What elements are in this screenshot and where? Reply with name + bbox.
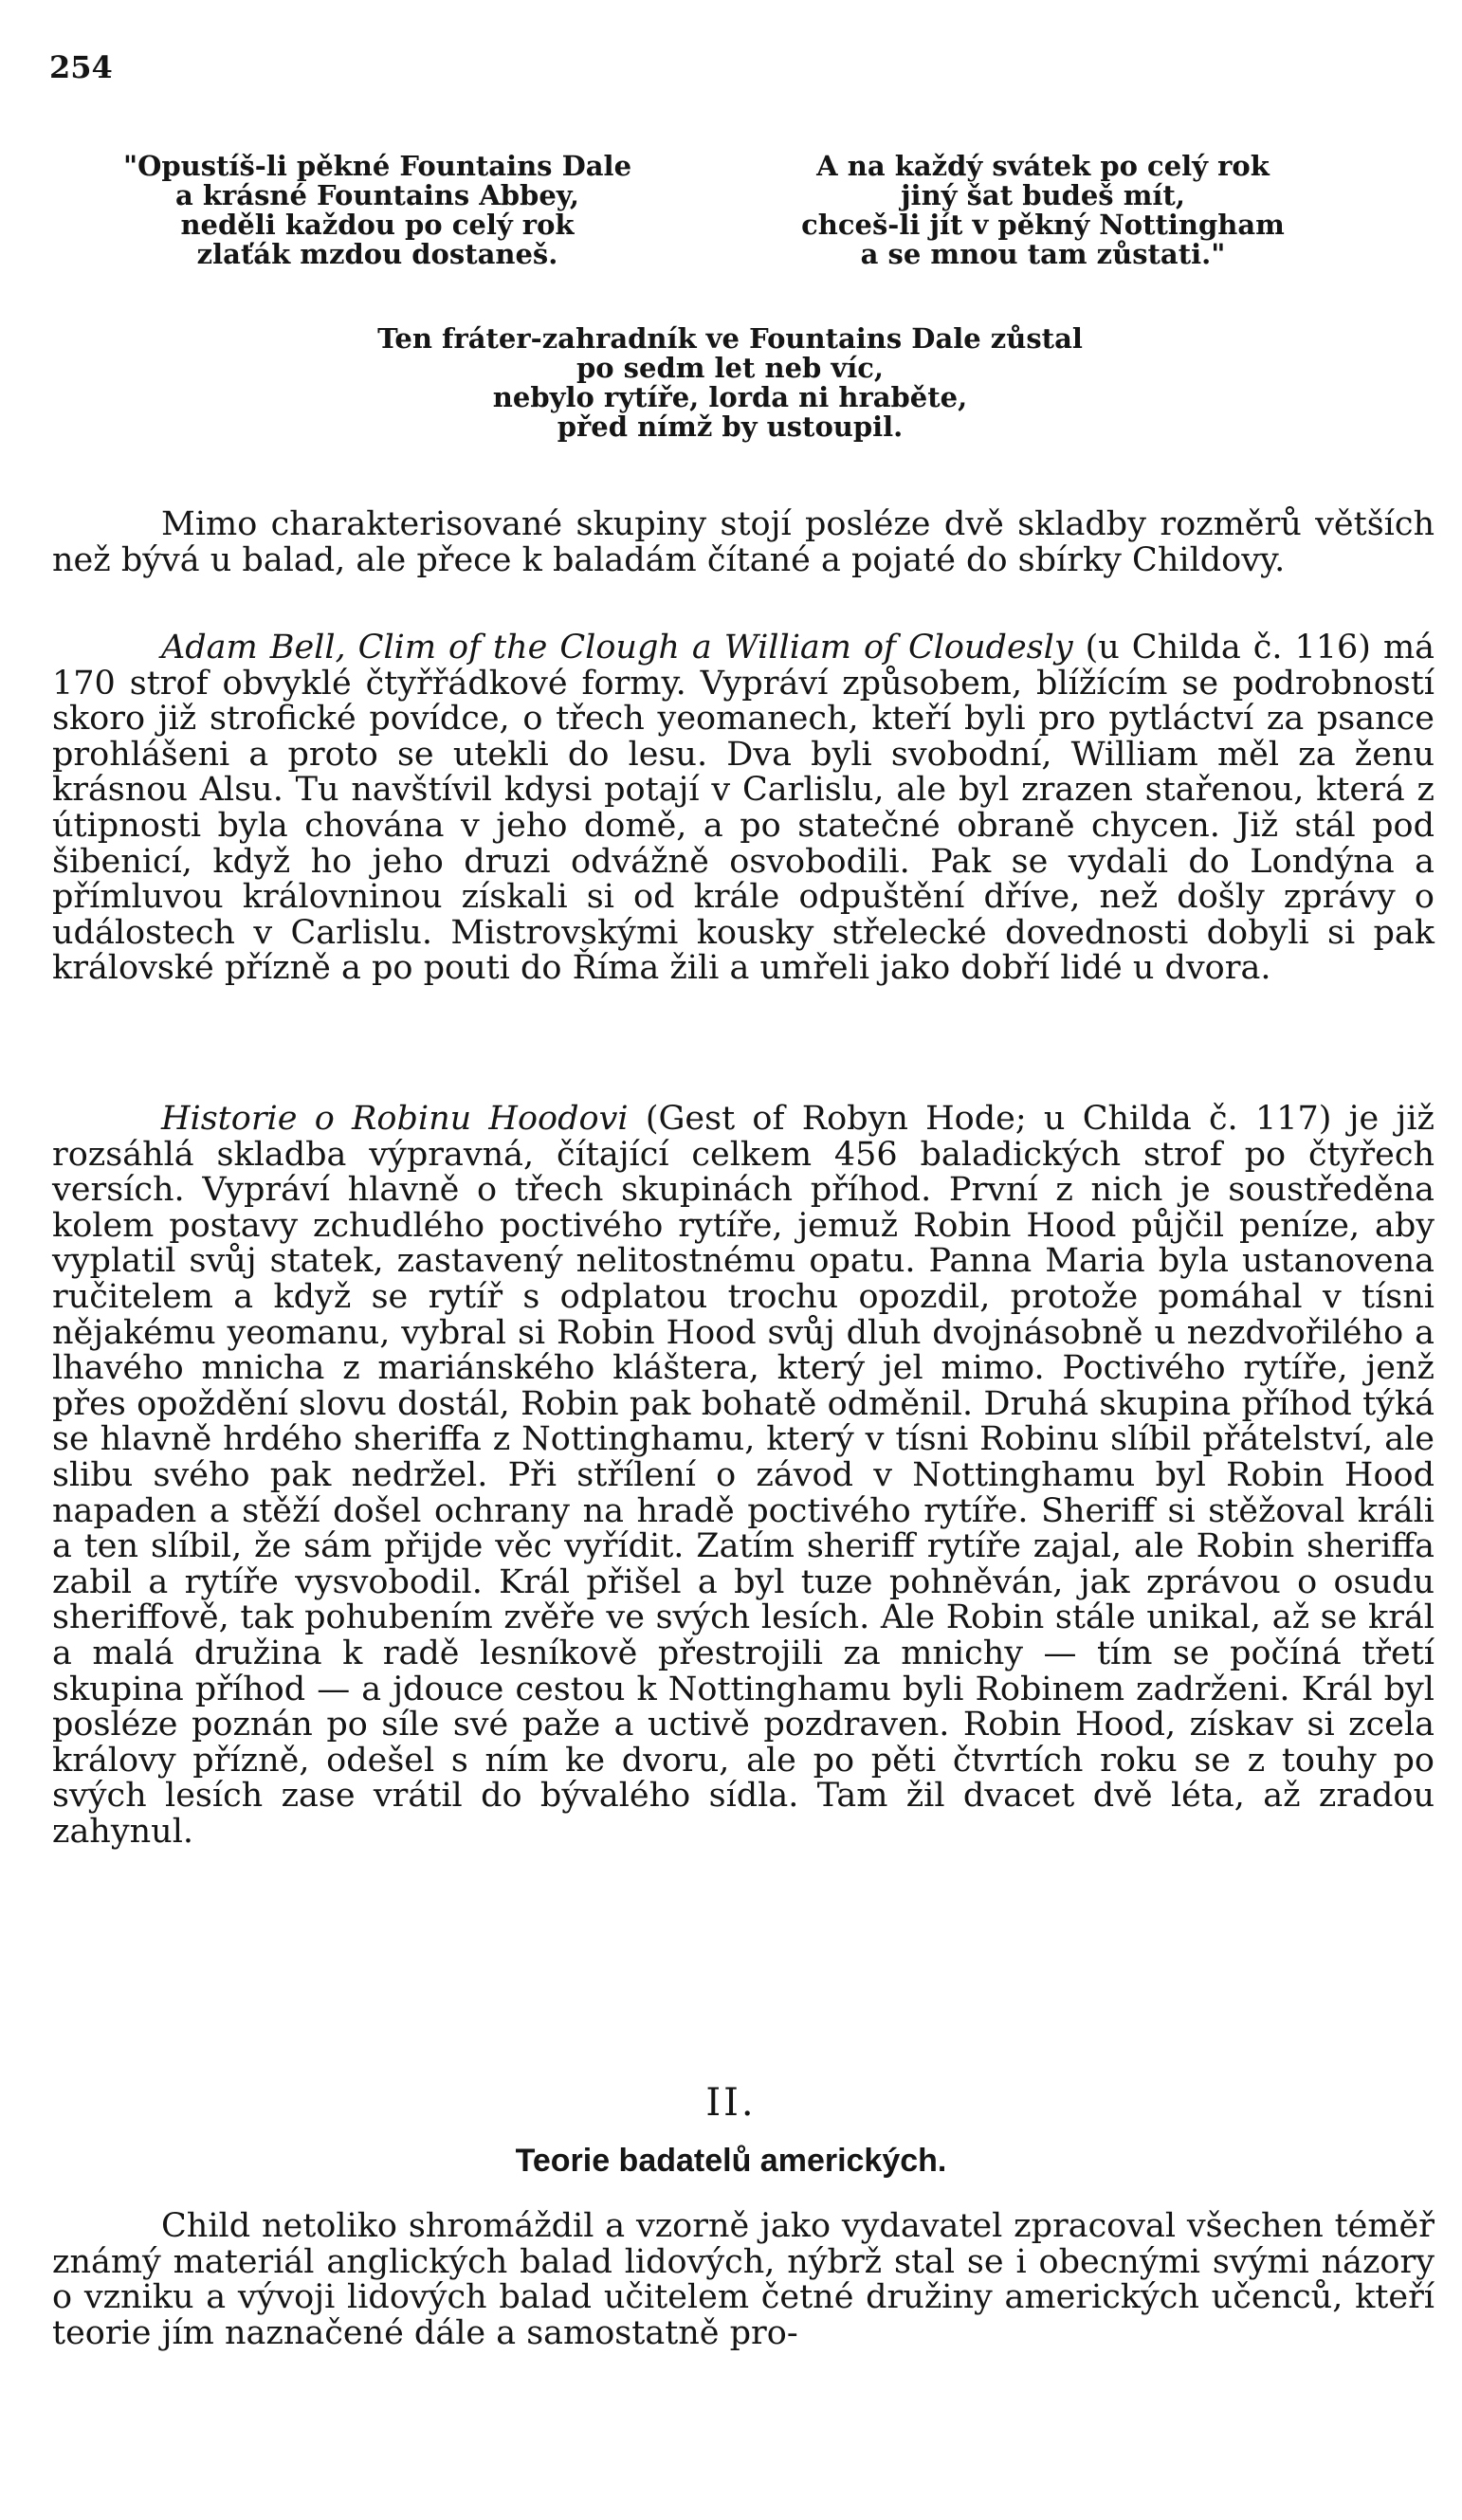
verse-line: chceš-li jít v pěkný Nottingham (801, 209, 1285, 241)
paragraph-text: Mimo charakterisované skupiny stojí posléze dvě skladby rozměrů větších než bývá u balad, ale přece k baladám čítané a pojaté do sbírky Childovy. (52, 505, 1435, 579)
verse-line: po sedm let neb víc, (576, 352, 885, 384)
verse-line: Ten fráter-zahradník ve Fountains Dale zůstal (377, 322, 1083, 355)
verse-line: "Opustíš-li pěkné Fountains Dale (122, 150, 632, 182)
verse-line: a se mnou tam zůstati." (860, 238, 1226, 270)
paragraph-robin-hood (52, 1102, 1435, 1850)
paragraph-child (52, 2209, 1435, 2351)
verse-line: jiný šat budeš mít, (901, 179, 1185, 211)
paragraph-text (52, 1102, 1435, 1850)
section-number: II. (705, 2081, 757, 2125)
verse-line: před nímž by ustoupil. (557, 411, 904, 443)
verse-stanza-right (740, 152, 1346, 269)
verse-stanza-left (74, 152, 681, 269)
verse-stanza-center (303, 324, 1157, 442)
paragraph-adam-bell (52, 630, 1435, 987)
page-number: 254 (49, 49, 113, 85)
paragraph-body: (u Childa č. 116) má 170 strof obvyklé čtyřřádkové formy. Vypráví způsobem, blížícím se podrobností skoro již strofické povídce, o třech yeomanech, kteří byli pro pytláctví za psance prohlášeni a proto se utekli do lesu. Dva byli svobodní, William měl za ženu krásnou Alsu. Tu navštívil kdysi potají v Carlislu, ale byl zrazen stařenou, která z útipnosti byla chována v jeho domě, a po statečné obraně chycen. Již stál pod šibenicí, když ho jeho druzi odvážně osvobodili. Pak se vydali do Londýna a přímluvou královninou získali si od krále odpuštění dříve, než došly zprávy o událostech v Carlislu. Mistrovskými kousky střelecké dovednosti dobyli si pak královské přízně a po pouti do Říma žili a umřeli jako dobří lidé u dvora. (52, 629, 1435, 988)
work-title: Historie o Robinu Hoodovi (161, 1100, 629, 1138)
section-title: Teorie badatelů amerických. (515, 2143, 947, 2179)
verse-line: nebylo rytíře, lorda ni hraběte, (492, 381, 968, 413)
verse-line: A na každý svátek po celý rok (816, 150, 1270, 182)
paragraph-intro (52, 507, 1435, 578)
paragraph-body: (Gest of Robyn Hode; u Childa č. 117) je již rozsáhlá skladba výpravná, čítající celkem 456 baladických strof po čtyřech versích. Vypráví hlavně o třech skupinách příhod. První z nich je soustředěna kolem postavy zchudlého poctivého rytíře, jemuž Robin Hood půjčil peníze, aby vyplatil svůj statek, zastavený nelitostnému opatu. Panna Maria byla ustanovena ručitelem a když se rytíř s odplatou trochu opozdil, protože pomáhal v tísni nějakému yeomanu, vybral si Robin Hood svůj dluh dvojnásobně u nezdvořilého a lhavého mnicha z mariánského kláštera, který jel mimo. Poctivého rytíře, jenž přes opoždění slovu dostál, Robin pak bohatě odměnil. Druhá skupina příhod týká se hlavně hrdého sheriffa z Nottinghamu, který v tísni Robinu slíbil přátelství, ale slibu svého pak nedržel. Při střílení o závod v Nottinghamu byl Robin Hood napaden a stěží došel ochrany na hradě poctivého rytíře. Sheriff si stěžoval králi a ten slíbil, že sám přijde věc vyřídit. Zatím sheriff rytíře zajal, ale Robin sheriffa zabil a rytíře vysvobodil. Král přišel a byl tuze pohněván, jak zprávou o osudu sheriffově, tak pohubením zvěře ve svých lesích. Ale Robin stále unikal, až se král a malá družina k radě lesníkově přestrojili za mnichy — tím se počíná třetí skupina příhod — a jdouce cestou k Nottinghamu byli Robinem zadrženi. Král byl posléze poznán po síle své paže a uctivě pozdraven. Robin Hood, získav si zcela královy přízně, odešel s ním ke dvoru, ale po pěti čtvrtích roku se z touhy po svých lesích zase vrátil do bývalého sídla. Tam žil dvacet dvě léta, až zradou zahynul. (52, 1100, 1435, 1851)
paragraph-text (52, 630, 1435, 987)
verse-line: neděli každou po celý rok (180, 209, 575, 241)
paragraph-text: Child netoliko shromáždil a vzorně jako vydavatel zpracoval všechen téměř známý materiál anglických balad lidových, nýbrž stal se i obecnými svými názory o vzniku a vývoji lidových balad učitelem četné družiny amerických učenců, kteří teorie jím naznačené dále a samostatně pro- (52, 2207, 1435, 2352)
verse-line: a krásné Fountains Abbey, (175, 179, 579, 211)
verse-line: zlaťák mzdou dostaneš. (196, 238, 558, 270)
work-title: Adam Bell, Clim of the Clough a William of Cloudesly (161, 629, 1073, 667)
